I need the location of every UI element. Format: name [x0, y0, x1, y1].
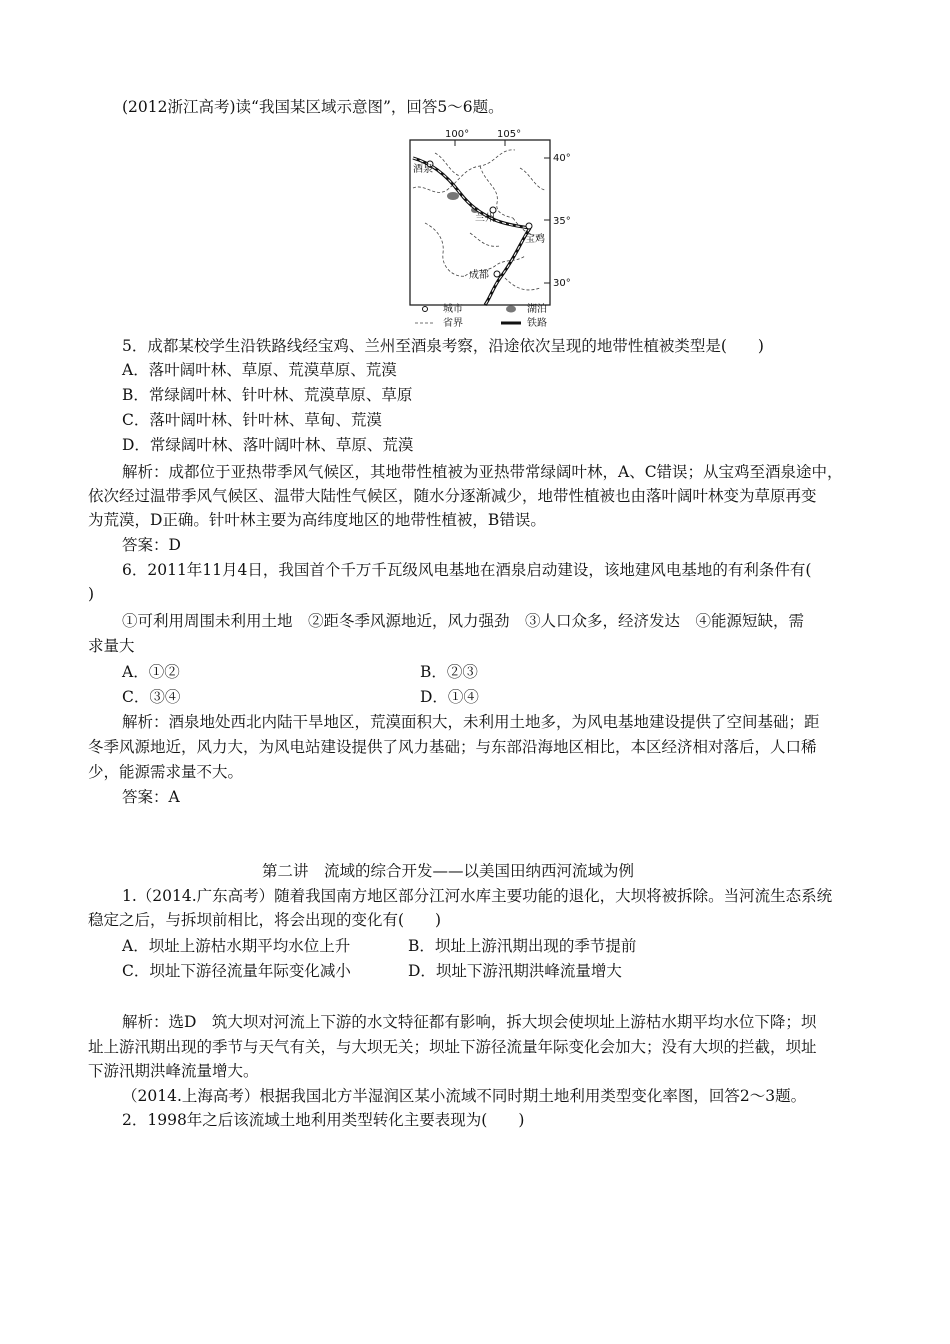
legend-railway-label: 铁路	[527, 318, 547, 329]
legend-city-label: 城市	[443, 304, 463, 315]
lon-label-100: 100°	[445, 129, 470, 140]
q5-option-d: D．常绿阔叶林、落叶阔叶林、草原、荒漠	[122, 436, 414, 454]
l2-q23-intro: （2014.上海高考）根据我国北方半湿润区某小流域不同时期土地利用类型变化率图，回答2～3题。	[122, 1087, 807, 1105]
q6-option-d: D．①④	[420, 688, 479, 706]
l2-q1-stem-2: 稳定之后，与拆坝前相比，将会出现的变化有( )	[88, 911, 442, 929]
region-map-svg	[405, 128, 585, 338]
q6-items-1: ①可利用周围未利用土地 ②距冬季风源地近，风力强劲 ③人口众多，经济发达 ④能源短缺，需	[122, 612, 805, 630]
l2-q1-explanation-3: 下游汛期洪峰流量增大。	[88, 1062, 259, 1080]
city-label-baoji: 宝鸡	[525, 234, 545, 245]
q6-stem-1: 6．2011年11月4日，我国首个千万千瓦级风电基地在酒泉启动建设，该地建风电基地的有利条件有(	[122, 561, 812, 579]
legend-lake-label: 湖泊	[527, 304, 547, 315]
l2-q1-option-a: A．坝址上游枯水期平均水位上升	[122, 937, 351, 955]
city-label-chengdu: 成都	[469, 270, 489, 281]
q6-items-2: 求量大	[88, 637, 135, 655]
q6-option-c: C．③④	[122, 688, 181, 706]
lat-label-40: 40°	[553, 153, 571, 164]
q6-answer: 答案：A	[122, 788, 180, 806]
q6-explanation-2: 冬季风源地近，风力大，为风电站建设提供了风力基础；与东部沿海地区相比，本区经济相对落后，人口稀	[88, 738, 817, 756]
q5-option-b: B．常绿阔叶林、针叶林、荒漠草原、草原	[122, 386, 413, 404]
l2-q1-option-c: C．坝址下游径流量年际变化减小	[122, 962, 351, 980]
l2-q2-stem: 2．1998年之后该流域土地利用类型转化主要表现为( )	[122, 1111, 525, 1129]
q6-explanation-3: 少，能源需求量不大。	[88, 763, 244, 781]
city-marker	[494, 271, 500, 277]
q5-explanation-2: 依次经过温带季风气候区、温带大陆性气候区，随水分逐渐减少，地带性植被也由落叶阔叶林变为草原再变	[88, 487, 817, 505]
q6-explanation-1: 解析：酒泉地处西北内陆干旱地区，荒漠面积大，未利用土地多，为风电基地建设提供了空间基础；距	[122, 713, 820, 731]
q6-option-b: B．②③	[420, 663, 478, 681]
lecture-title: 第二讲 流域的综合开发——以美国田纳西河流域为例	[262, 862, 635, 880]
lat-label-35: 35°	[553, 216, 571, 227]
city-label-lanzhou: 兰州	[475, 213, 495, 224]
lon-label-105: 105°	[497, 129, 522, 140]
legend-city-icon	[423, 307, 428, 312]
lat-label-30: 30°	[553, 278, 571, 289]
q5-explanation-1: 解析：成都位于亚热带季风气候区，其地带性植被为亚热带常绿阔叶林，A、C错误；从宝鸡至酒泉途中，	[122, 463, 843, 481]
q6-option-a: A．①②	[122, 663, 180, 681]
l2-q1-explanation-2: 址上游汛期出现的季节与天气有关，与大坝无关；坝址下游径流量年际变化会加大；没有大坝的拦截，坝址	[88, 1038, 817, 1056]
region-map	[405, 128, 585, 338]
q5-explanation-3: 为荒漠，D正确。针叶林主要为高纬度地区的地带性植被，B错误。	[88, 511, 546, 529]
l2-q1-option-d: D．坝址下游汛期洪峰流量增大	[408, 962, 622, 980]
legend-border-label: 省界	[443, 318, 463, 329]
l2-q1-option-b: B．坝址上游汛期出现的季节提前	[408, 937, 637, 955]
q5-option-a: A．落叶阔叶林、草原、荒漠草原、荒漠	[122, 361, 397, 379]
question-intro: (2012浙江高考)读“我国某区域示意图”，回答5～6题。	[122, 98, 504, 116]
city-label-jiuquan: 酒泉	[413, 164, 433, 175]
legend-lake-icon	[506, 306, 516, 313]
q5-stem: 5．成都某校学生沿铁路线经宝鸡、兰州至酒泉考察，沿途依次呈现的地带性植被类型是( )	[122, 337, 764, 355]
lake-shape	[447, 192, 459, 200]
q5-option-c: C．落叶阔叶林、针叶林、草甸、荒漠	[122, 411, 382, 429]
city-marker	[526, 223, 532, 229]
q6-stem-2: )	[88, 585, 95, 603]
l2-q1-explanation-1: 解析：选D 筑大坝对河流上下游的水文特征都有影响，拆大坝会使坝址上游枯水期平均水位下降；坝	[122, 1013, 817, 1031]
q5-answer: 答案：D	[122, 536, 181, 554]
l2-q1-stem-1: 1.（2014.广东高考）随着我国南方地区部分江河水库主要功能的退化，大坝将被拆除。当河流生态系统	[122, 887, 833, 905]
